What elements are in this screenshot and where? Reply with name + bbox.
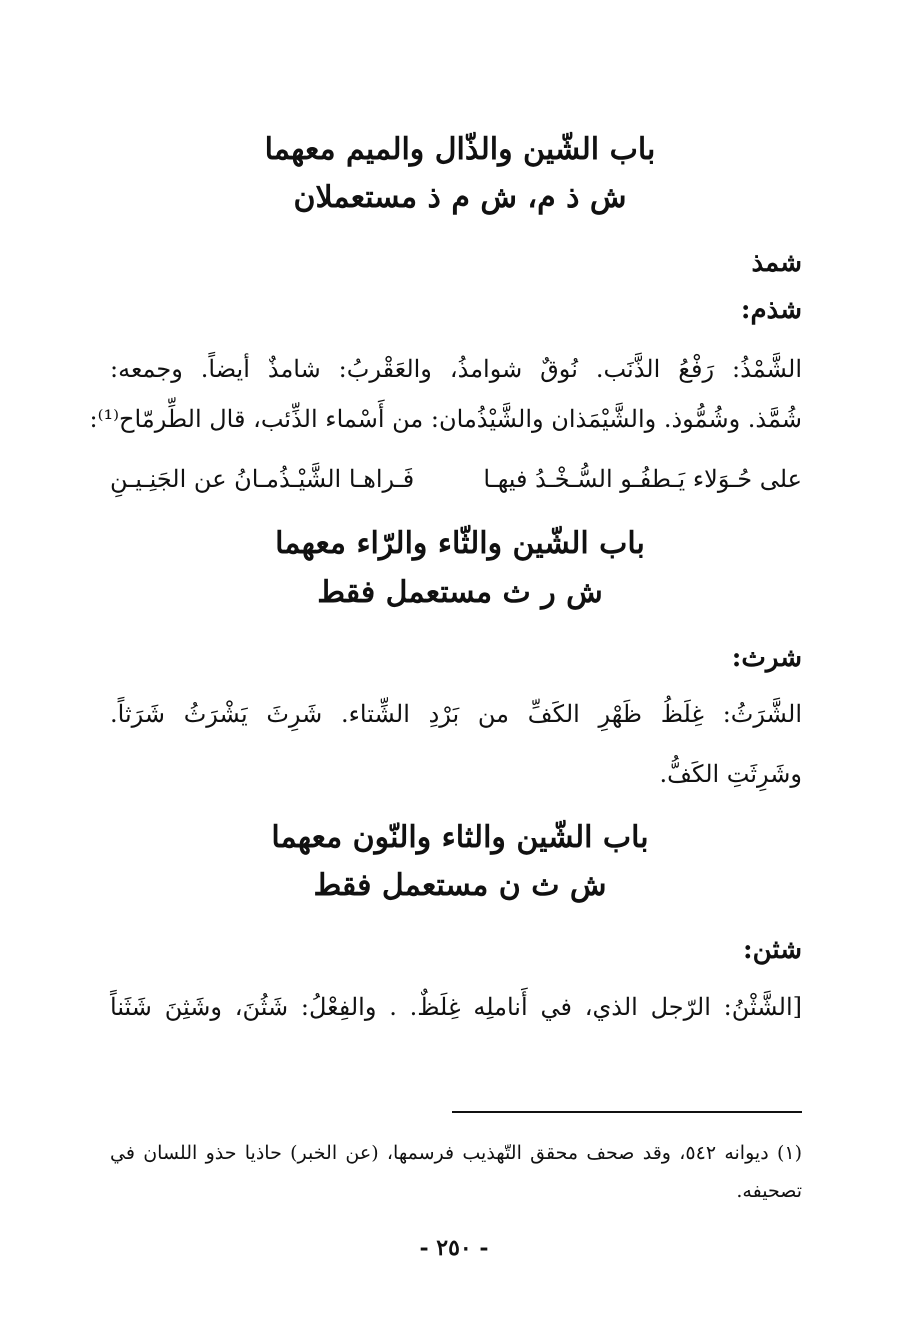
chapter-heading-2: باب الشّين والثّاء والرّاء معهما bbox=[275, 526, 645, 561]
paragraph-1-line-1: الشَّمْذُ: رَفْعُ الذَّنَب. نُوقٌ شوامذُ، والعَقْربُ: شامذٌ أيضاً. وجمعه: bbox=[110, 355, 802, 383]
entry-headword-shathan: شثن: bbox=[742, 935, 802, 965]
paragraph-3-line-1: [الشَّثْنُ: الرّجل الذي، في أَناملِه غِلَظٌ. . والفِعْلُ: شَثُنَ، وشَثِنَ شَثَناً bbox=[110, 993, 802, 1021]
footnote-line-1: (١) ديوانه ٥٤٢، وقد صحف محقق التّهذيب فرسمها، (عن الخبر) حاذيا حذو اللسان في bbox=[110, 1142, 803, 1164]
entry-headword-shadham: شذم: bbox=[740, 295, 802, 325]
footnote-divider bbox=[452, 1111, 802, 1113]
paragraph-1-line-2: شُمَّذ. وشُمُّوذ. والشَّيْمَذان والشَّيْذُمان: من أَسْماء الذِّئب، قال الطِّرمّاح⁽¹⁾: bbox=[89, 405, 802, 433]
paragraph-2-line-1: الشَّرَثُ: غِلَظُ ظَهْرِ الكَفِّ من بَرْدِ الشِّتاء. شَرِثَ يَشْرَثُ شَرَثاً. bbox=[110, 700, 802, 728]
paragraph-2-line-2: وشَرِثَتِ الكَفُّ. bbox=[659, 760, 802, 788]
chapter-heading-1: باب الشّين والذّال والميم معهما bbox=[264, 132, 656, 167]
page-number: - ٢٥٠ - bbox=[419, 1235, 489, 1261]
verse-second-hemistich: فَـراهـا الشَّيْـذُمـانُ عن الجَنِـيـنِ bbox=[110, 465, 415, 493]
entry-headword-shamaz: شمذ bbox=[751, 248, 802, 278]
entry-headword-sharath: شرث: bbox=[731, 643, 802, 673]
verse-first-hemistich: على حُـوَلاء يَـطفُـو السُّـخْـدُ فيهـا bbox=[483, 465, 802, 493]
chapter-subheading-1: ش ذ م، ش م ذ مستعملان bbox=[293, 180, 627, 215]
chapter-subheading-2: ش ر ث مستعمل فقط bbox=[317, 575, 603, 610]
chapter-heading-3: باب الشّين والثاء والنّون معهما bbox=[271, 820, 649, 855]
chapter-subheading-3: ش ث ن مستعمل فقط bbox=[313, 868, 607, 903]
footnote-line-2: تصحيفه. bbox=[736, 1180, 802, 1202]
